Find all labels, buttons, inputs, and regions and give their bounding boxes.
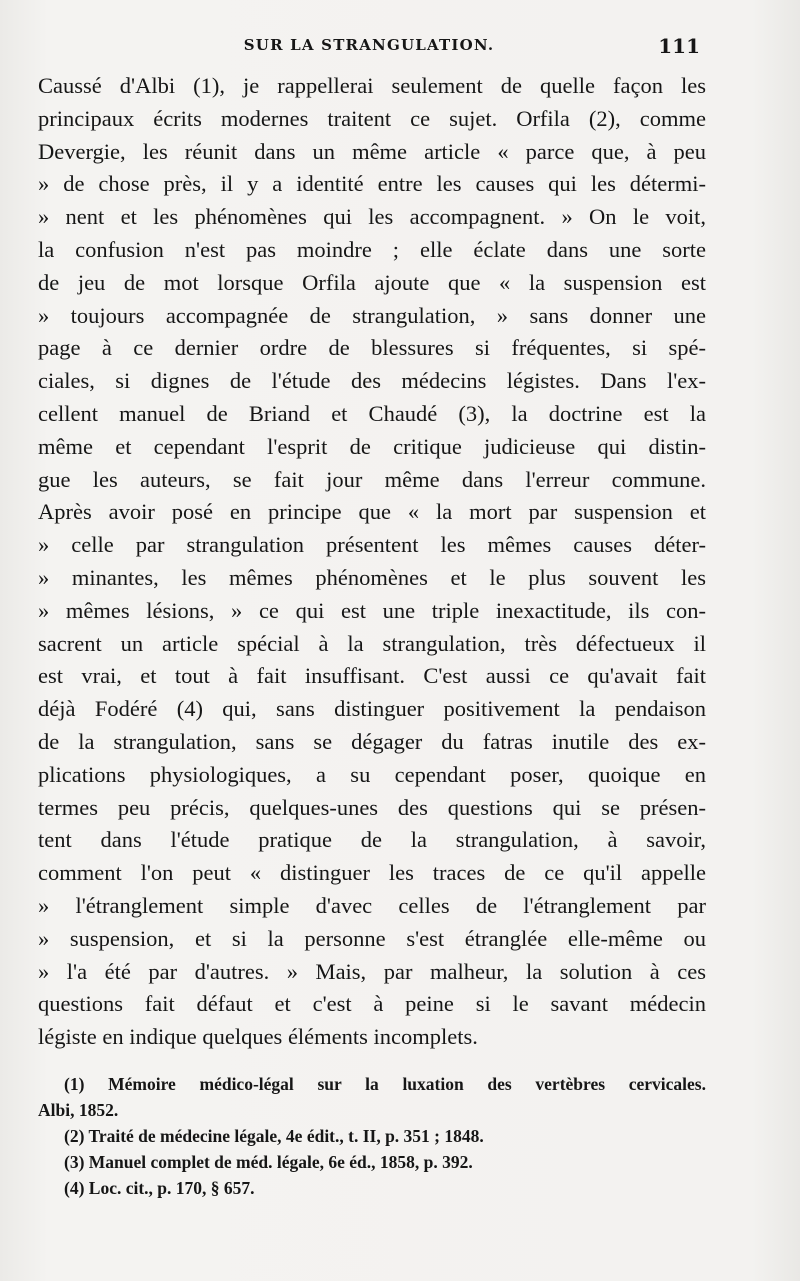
footnote-1-continued: Albi, 1852. [38, 1100, 119, 1120]
body-line: Caussé d'Albi (1), je rappellerai seulement de quelle façon les [38, 73, 706, 98]
footnote-2: (2) Traité de médecine légale, 4e édit., t. II, p. 351 ; 1848. [64, 1126, 484, 1146]
body-line: la confusion n'est pas moindre ; elle éclate dans une sorte [38, 236, 706, 262]
body-line: plications physiologiques, a su cependant poser, quoique en [38, 761, 706, 787]
body-line: est vrai, et tout à fait insuffisant. C'est aussi ce qu'avait fait [38, 663, 706, 689]
body-line: » mêmes lésions, » ce qui est une triple inexactitude, ils con- [38, 597, 706, 623]
body-line: questions fait défaut et c'est à peine si le savant médecin [38, 991, 706, 1017]
footnote-1: (1) Mémoire médico-légal sur la luxation des vertèbres cervicales. [64, 1074, 706, 1094]
body-line: » celle par strangulation présentent les mêmes causes déter- [38, 532, 706, 558]
body-line: » minantes, les mêmes phénomènes et le plus souvent les [38, 564, 706, 590]
body-line: sacrent un article spécial à la strangulation, très défectueux il [38, 630, 706, 656]
body-line: déjà Fodéré (4) qui, sans distinguer positivement la pendaison [38, 696, 706, 722]
body-line: de jeu de mot lorsque Orfila ajoute que « la suspension est [38, 269, 706, 295]
footnote-3: (3) Manuel complet de méd. légale, 6e éd., 1858, p. 392. [64, 1152, 473, 1172]
body-line: termes peu précis, quelques-unes des questions qui se présen- [38, 794, 706, 820]
body-text [38, 70, 706, 1054]
body-line: » nent et les phénomènes qui les accompagnent. » On le voit, [38, 204, 706, 230]
body-line: Après avoir posé en principe que « la mort par suspension et [38, 499, 706, 525]
footnotes [38, 1071, 706, 1201]
body-line: Devergie, les réunit dans un même article « parce que, à peu [38, 138, 706, 164]
body-line: tent dans l'étude pratique de la strangulation, à savoir, [38, 827, 706, 853]
body-line: même et cependant l'esprit de critique judicieuse qui distin- [38, 433, 706, 459]
body-line: légiste en indique quelques éléments incomplets. [38, 1024, 478, 1050]
body-line: ciales, si dignes de l'étude des médecins légistes. Dans l'ex- [38, 368, 706, 394]
body-line: cellent manuel de Briand et Chaudé (3), la doctrine est la [38, 400, 706, 426]
body-line: » l'a été par d'autres. » Mais, par malheur, la solution à ces [38, 958, 706, 984]
page-header [38, 34, 700, 58]
body-line: page à ce dernier ordre de blessures si fréquentes, si spé- [38, 335, 706, 361]
body-line: principaux écrits modernes traitent ce sujet. Orfila (2), comme [38, 105, 706, 131]
body-line: » l'étranglement simple d'avec celles de l'étranglement par [38, 892, 706, 918]
body-line: » toujours accompagnée de strangulation, » sans donner une [38, 302, 706, 328]
footnote-4: (4) Loc. cit., p. 170, § 657. [64, 1178, 255, 1198]
body-line: gue les auteurs, se fait jour même dans l'erreur commune. [38, 466, 706, 492]
body-line: » de chose près, il y a identité entre les causes qui les détermi- [38, 171, 706, 197]
body-line: comment l'on peut « distinguer les traces de ce qu'il appelle [38, 860, 706, 886]
body-line: de la strangulation, sans se dégager du fatras inutile des ex- [38, 728, 706, 754]
body-line: » suspension, et si la personne s'est étranglée elle-même ou [38, 925, 706, 951]
running-head: SUR LA STRANGULATION. [243, 36, 495, 54]
page-number: 111 [658, 34, 700, 58]
